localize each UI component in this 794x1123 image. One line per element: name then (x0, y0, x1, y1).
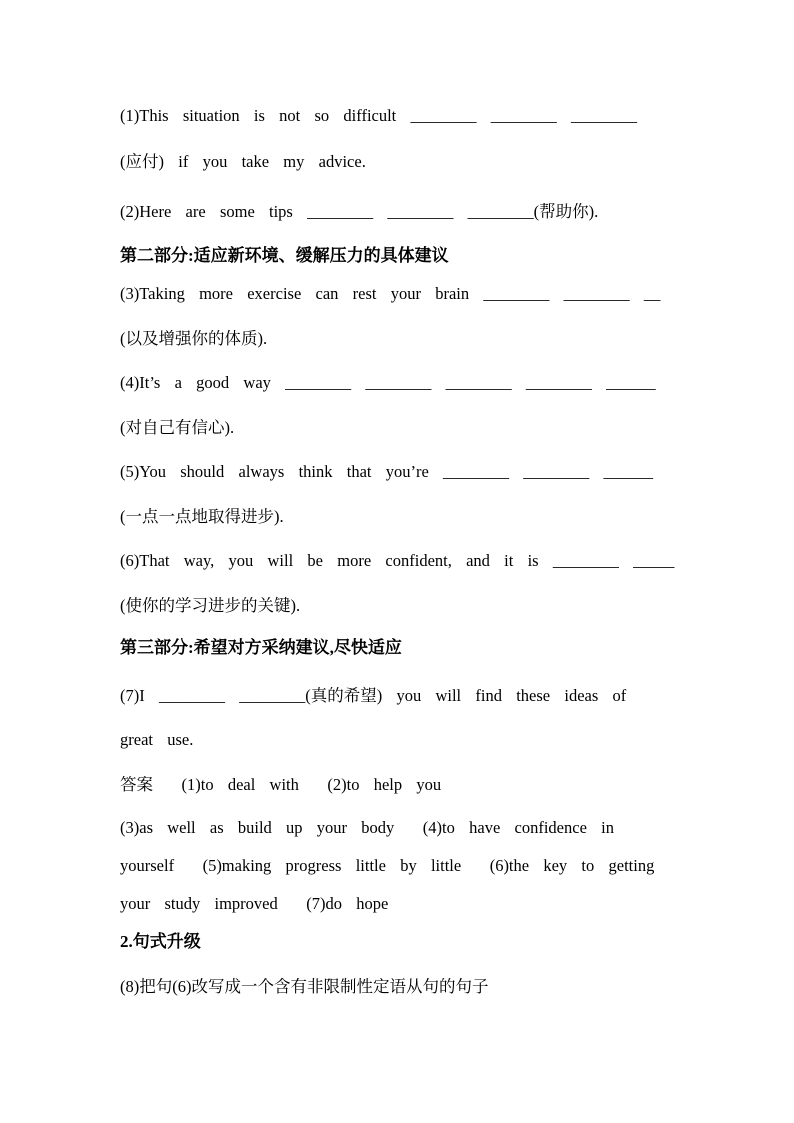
answer-line-3: yourself (5)making progress little by little (6)the key to getting (120, 856, 655, 875)
exercise-3-line-2: (以及增强你的体质). (120, 329, 268, 348)
exercise-4-line-2: (对自己有信心). (120, 418, 235, 437)
exercise-3-line-1: (3)Taking more exercise can rest your brain ________ ________ __ (120, 284, 661, 303)
exercise-4-line-1: (4)It’s a good way ________ ________ ________ ________ ______ (120, 373, 656, 392)
exercise-5-line-1: (5)You should always think that you’re ________ ________ ______ (120, 462, 654, 481)
exercise-7-line-2: great use. (120, 730, 194, 749)
exercise-1-line-2: (应付) if you take my advice. (120, 152, 366, 171)
section-3-heading: 第三部分:希望对方采纳建议,尽快适应 (120, 638, 402, 657)
exercise-8-line: (8)把句(6)改写成一个含有非限制性定语从句的句子 (120, 977, 489, 996)
answer-line-1: 答案 (1)to deal with (2)to help you (120, 775, 442, 794)
exercise-1-line-1: (1)This situation is not so difficult ________ ________ ________ (120, 106, 638, 125)
exercise-2-line-1: (2)Here are some tips ________ ________ ________(帮助你). (120, 202, 599, 221)
exercise-7-line-1: (7)I ________ ________(真的希望) you will find these ideas of (120, 686, 627, 705)
answer-line-4: your study improved (7)do hope (120, 894, 389, 913)
answer-line-2: (3)as well as build up your body (4)to have confidence in (120, 818, 614, 837)
exercise-6-line-2: (使你的学习进步的关键). (120, 596, 301, 615)
exercise-6-line-1: (6)That way, you will be more confident, and it is ________ _____ (120, 551, 675, 570)
section-sentence-upgrade-heading: 2.句式升级 (120, 932, 201, 951)
exercise-5-line-2: (一点一点地取得进步). (120, 507, 284, 526)
section-2-heading: 第二部分:适应新环境、缓解压力的具体建议 (120, 246, 449, 265)
